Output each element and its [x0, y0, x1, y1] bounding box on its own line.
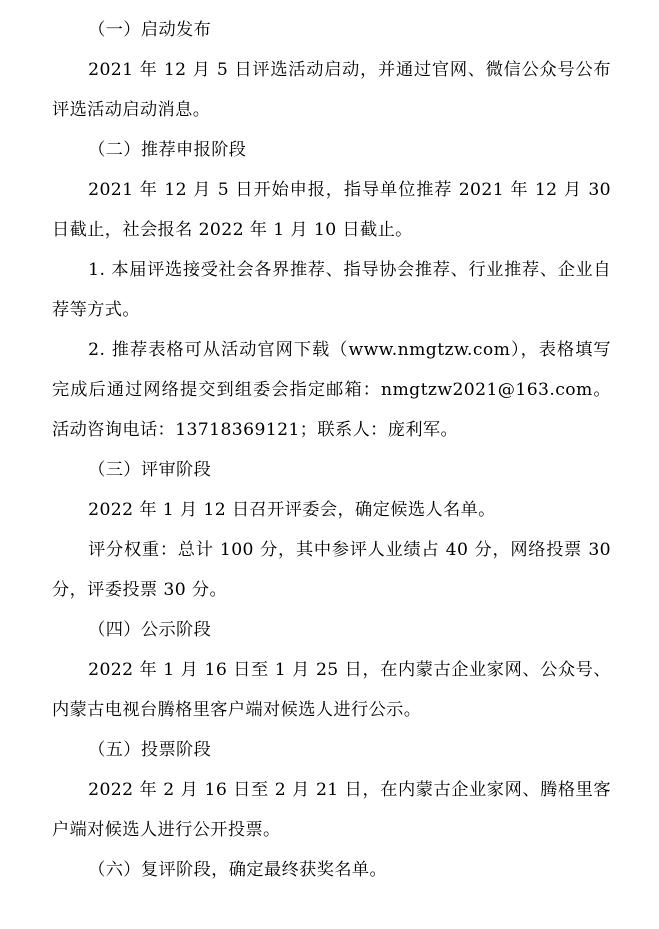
paragraph: （一）启动发布 — [88, 20, 212, 40]
paragraph: 评分权重：总计 100 分，其中参评人业绩占 40 分，网络投票 30 分，评委投票 30 分。 — [52, 540, 611, 600]
paragraph: 2022 年 2 月 16 日至 2 月 21 日，在内蒙古企业家网、腾格里客户端对候选人进行公开投票。 — [52, 780, 611, 840]
paragraph: 2022 年 1 月 12 日召开评委会，确定候选人名单。 — [88, 500, 496, 520]
paragraph: （四）公示阶段 — [88, 620, 212, 640]
paragraph: （二）推荐申报阶段 — [88, 140, 247, 160]
paragraph: 2021 年 12 月 5 日开始申报，指导单位推荐 2021 年 12 月 30 日截止，社会报名 2022 年 1 月 10 日截止。 — [52, 180, 611, 240]
paragraph: （六）复评阶段，确定最终获奖名单。 — [88, 860, 388, 880]
paragraph: 2022 年 1 月 16 日至 1 月 25 日，在内蒙古企业家网、公众号、内蒙古电视台腾格里客户端对候选人进行公示。 — [52, 660, 611, 720]
paragraph: （三）评审阶段 — [88, 460, 212, 480]
paragraph: （五）投票阶段 — [88, 740, 212, 760]
paragraph: 1. 本届评选接受社会各界推荐、指导协会推荐、行业推荐、企业自荐等方式。 — [52, 260, 611, 320]
paragraph: 2021 年 12 月 5 日评选活动启动，并通过官网、微信公众号公布评选活动启动消息。 — [52, 60, 611, 120]
paragraph: 2. 推荐表格可从活动官网下载（www.nmgtzw.com），表格填写完成后通过网络提交到组委会指定邮箱：nmgtzw2021@163.com。活动咨询电话：13718369121；联系人：庞利军。 — [52, 340, 611, 440]
